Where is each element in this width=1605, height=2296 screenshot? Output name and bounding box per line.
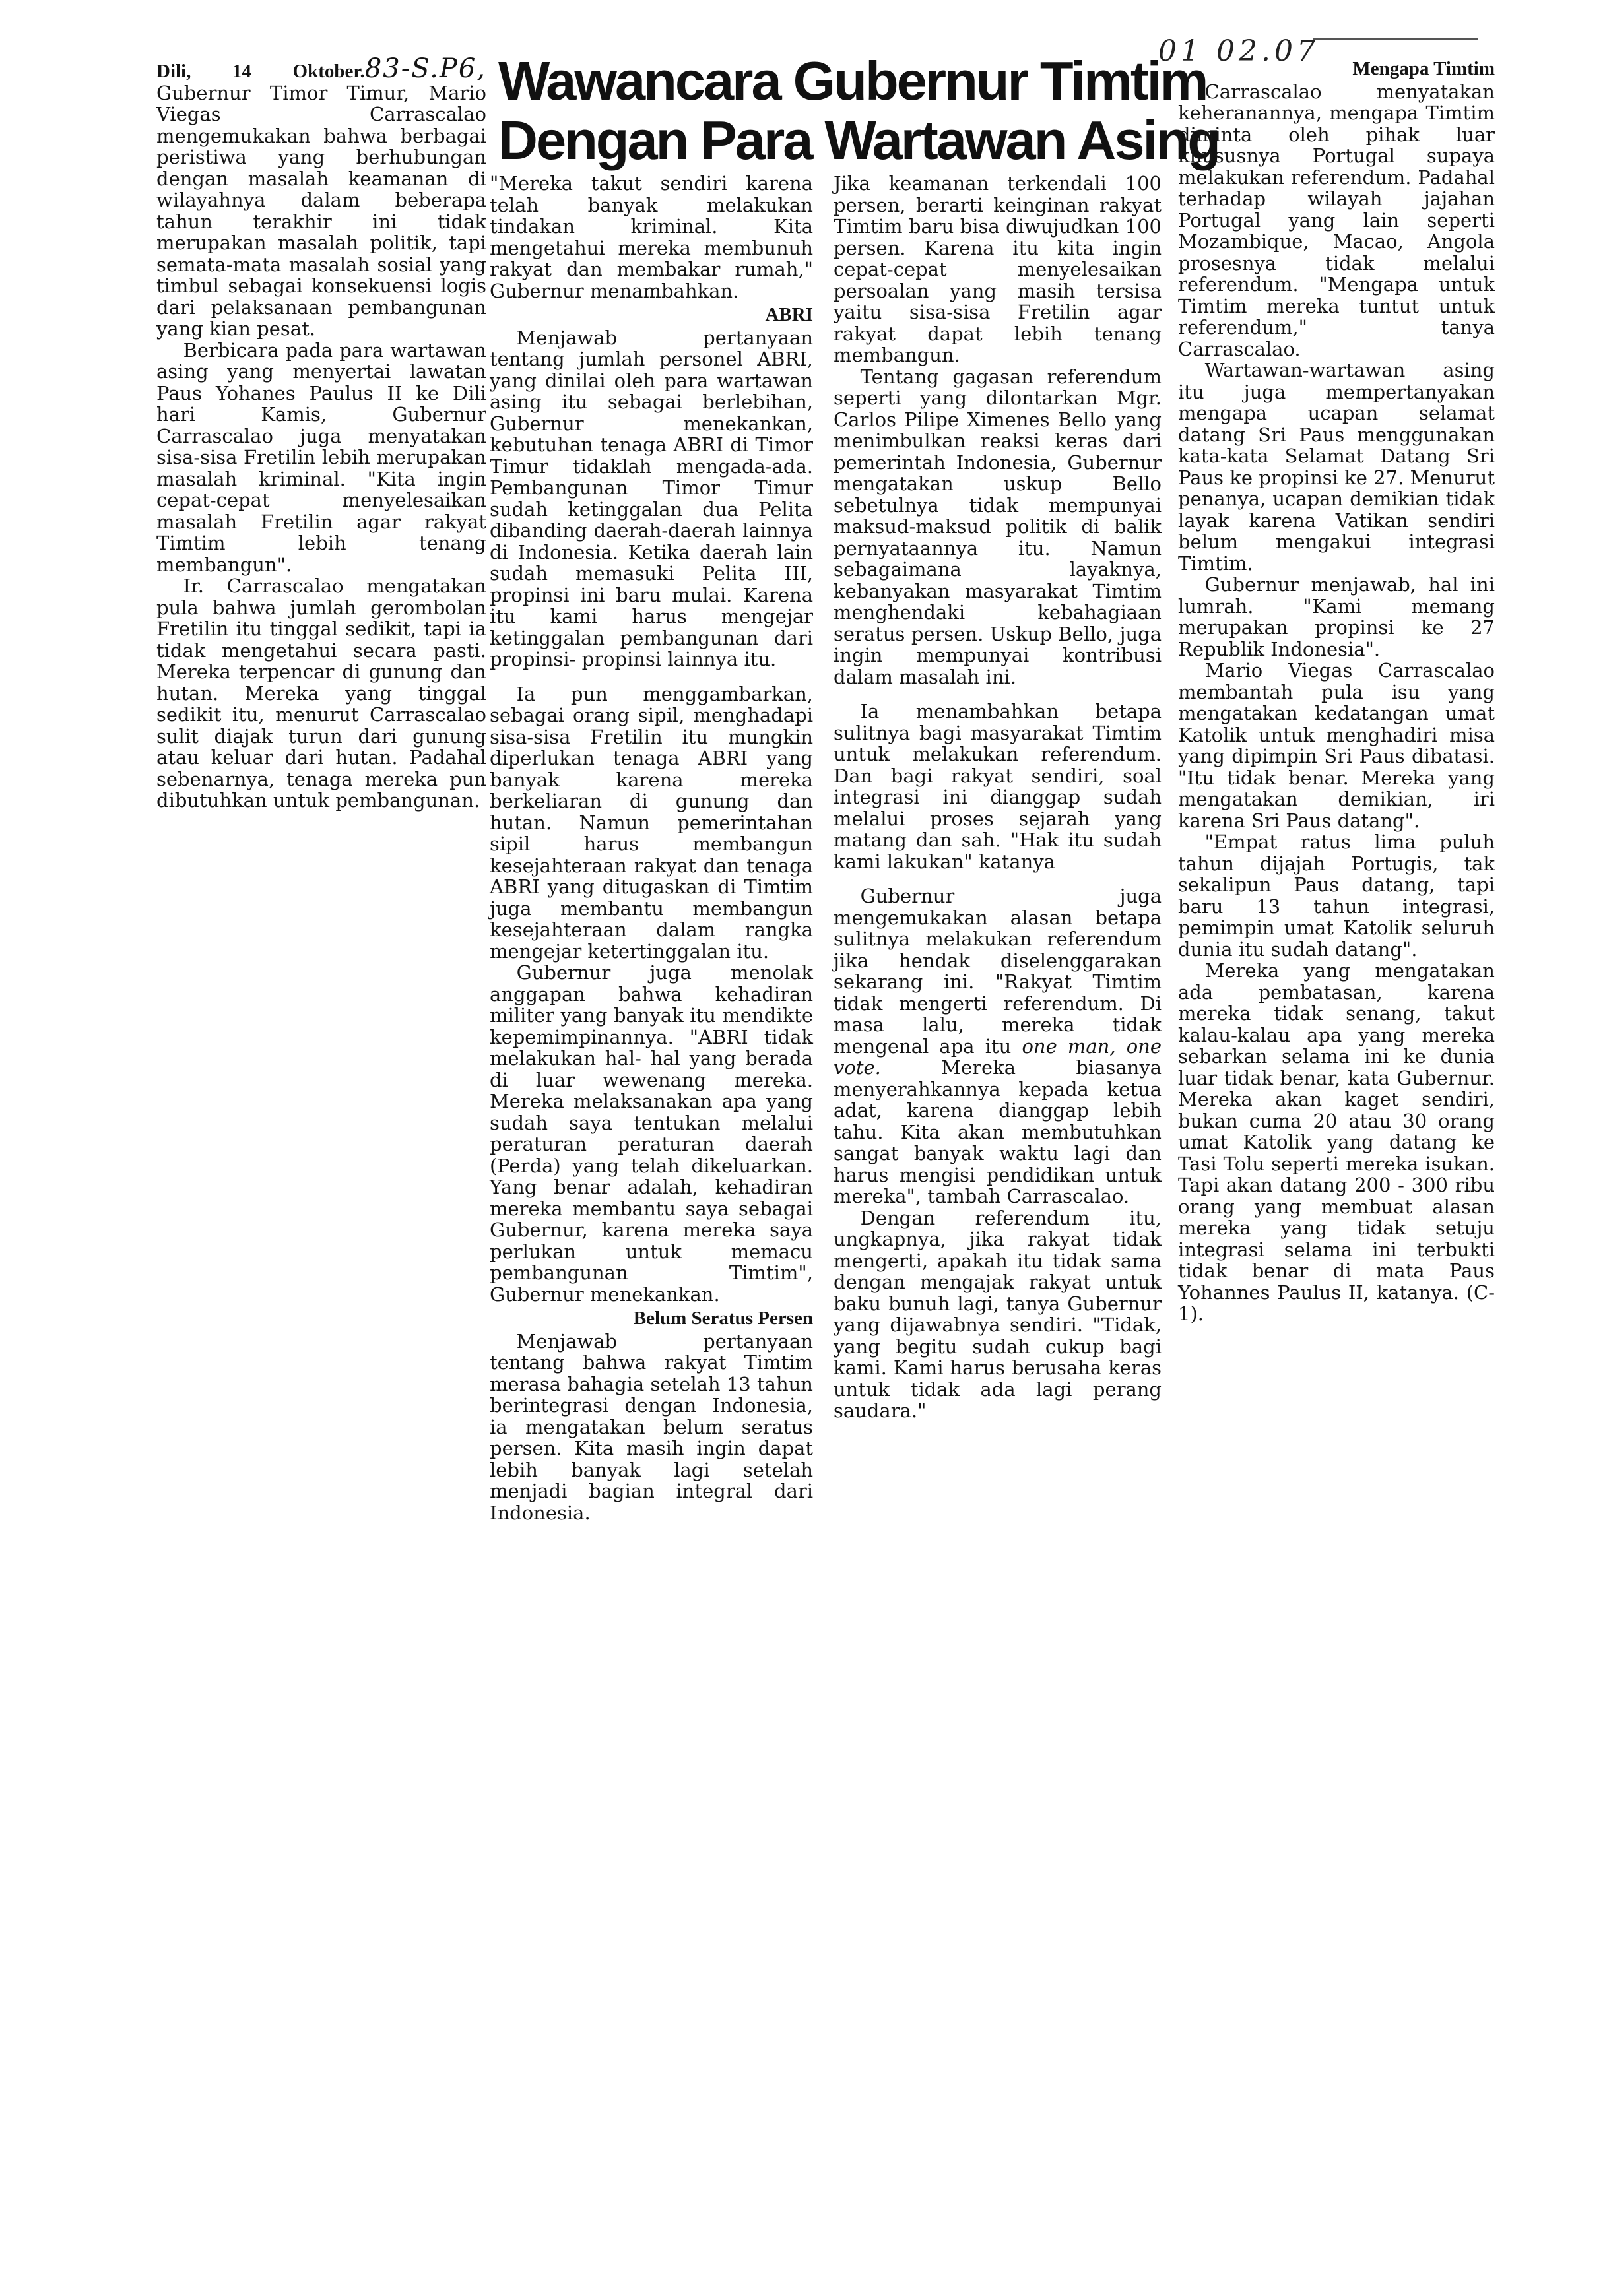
paragraph: Berbicara pada para wartawan asing yang menyertai lawatan Paus Yohanes Paulus II ke Dili hari Kamis, Gubernur Carrascalao juga menyatakan sisa-sisa Fretilin lebih merupakan masalah kriminal. "Kita ingin cepat-cepat menyelesaikan masalah Fretilin agar rakyat Timtim lebih tenang membangun". [156,338,486,576]
top-rule [1313,38,1478,40]
column-1 [156,53,486,812]
paragraph: Mario Viegas Carrascalao membantah pula isu yang mengatakan kedatangan umat Katolik untuk menghadiri misa yang dipimpin Sri Paus dibatasi. "Itu tidak benar. Mereka yang mengatakan demikian, iri karena Sri Paus datang". [1178,659,1495,832]
paragraph: "Mereka takut sendiri karena telah banyak melakukan tindakan kriminal. Kita mengetahui mereka membunuh rakyat dan membakar rumah," Gubernur menambahkan. [490,172,813,302]
paragraph: Jika keamanan terkendali 100 persen, berarti keinginan rakyat Timtim baru bisa diwujudkan 100 persen. Karena itu kita ingin cepat-cepat menyelesaikan persoalan yang masih tersisa yaitu sisa-sisa Fretilin agar rakyat dapat lebih tenang membangun. [834,172,1162,366]
paragraph: Mereka yang mengatakan ada pembatasan, karena mereka tidak senang, takut kalau-kalau apa yang mereka sebarkan selama ini ke dunia luar tidak benar, kata Gubernur. Mereka akan kaget sendiri, bukan cuma 20 atau 30 orang umat Katolik yang datang ke Tasi Tolu seperti mereka isukan. Tapi akan datang 200 - 300 ribu orang yang membuat alasan mereka yang tidak setuju integrasi selama ini terbukti tidak benar di mata Paus Yohannes Paulus II, katanya. (C-1). [1178,959,1495,1325]
paragraph [834,885,1162,1207]
paragraph: Dengan referendum itu, ungkapnya, jika rakyat tidak mengerti, apakah itu tidak sama dengan mengajak rakyat untuk baku bunuh lagi, tanya Gubernur yang dijawabnya sendiri. "Tidak, yang begitu sudah cukup bagi kami. Kami harus berusaha keras untuk tidak ada lagi perang saudara." [834,1206,1162,1422]
paragraph: Wartawan-wartawan asing itu juga mempertanyakan mengapa ucapan selamat datang Sri Paus menggunakan kata-kata Selamat Datang Sri Paus ke propinsi ke 27. Menurut penanya, ucapan demikian tidak layak karena Vatikan sendiri belum mengakui integrasi Timtim. [1178,359,1495,575]
spacer [490,670,813,684]
paragraph: "Empat ratus lima puluh tahun dijajah Portugis, tak sekalipun Paus datang, tapi baru 13 tahun integrasi, pemimpin umat Katolik seluruh dunia itu sudah datang". [1178,831,1495,961]
paragraph: Ia menambahkan betapa sulitnya bagi masyarakat Timtim untuk melakukan referendum. Dan bagi rakyat sendiri, soal integrasi ini dianggap sudah melalui proses sejarah yang matang dan sah. "Hak itu sudah kami lakukan" katanya [834,700,1162,873]
spacer [834,872,1162,885]
paragraph-text: Gubernur juga mengemukakan alasan betapa sulitnya melakukan referendum jika hendak diselenggarakan sekarang ini. "Rakyat Timtim tidak mengerti referendum. Di masa lalu, mereka tidak mengenal apa itu [834,885,1162,1058]
column-3 [834,173,1162,1422]
paragraph: Gubernur menjawab, hal ini lumrah. "Kami memang merupakan propinsi ke 27 Republik Indonesia". [1178,573,1495,660]
lead-paragraph [156,53,486,340]
paragraph: Menjawab pertanyaan tentang bahwa rakyat Timtim merasa bahagia setelah 13 tahun berintegrasi dengan Indonesia, ia mengatakan belum seratus persen. Kita masih ingin dapat lebih banyak lagi setelah menjadi bagian integral dari Indonesia. [490,1329,813,1524]
paragraph: Gubernur juga menolak anggapan bahwa kehadiran militer yang banyak itu mendikte kepemimpinannya. "ABRI tidak melakukan hal- hal yang berada di luar wewenang mereka. Mereka melaksanakan apa yang sudah saya tentukan melalui peraturan peraturan daerah (Perda) yang telah dikeluarkan. Yang benar adalah, kehadiran mereka membantu saya sebagai Gubernur, karena mereka saya perlukan untuk memacu pembangunan Timtim", Gubernur menekankan. [490,961,813,1306]
headline-line-2: Dengan Para Wartawan Asing [498,110,1219,171]
dateline: Dili, 14 Oktober. [156,61,365,82]
paragraph: Ir. Carrascalao mengatakan pula bahwa jumlah gerombolan Fretilin itu tinggal sedikit, tapi ia tidak mengetahui secara pasti. Mereka terpencar di gunung dan hutan. Mereka yang tinggal sedikit itu, menurut Carrascalao sulit diajak turun dari gunung atau keluar dari hutan. Padahal sebenarnya, tenaga mereka pun dibutuhkan untuk pembangunan. [156,575,486,812]
handwritten-date-note: 01 02.07 [1158,34,1319,68]
spacer [834,687,1162,701]
subhead-abri: ABRI [765,304,813,325]
lead-text: Gubernur Timor Timur, Mario Viegas Carrascalao mengemukakan bahwa berbagai peristiwa yang berhubungan dengan masalah keamanan di wilayahnya dalam beberapa tahun terakhir ini tidak merupakan masalah politik, tapi semata-mata masalah sosial yang timbul sebagai konsekuensi logis dari pelaksanaan pembangunan yang kian pesat. [156,81,486,340]
paragraph: Tentang gagasan referendum seperti yang dilontarkan Mgr. Carlos Pilipe Ximenes Bello yang menimbulkan reaksi keras dari pemerintah Indonesia, Gubernur mengatakan uskup Bello sebetulnya tidak mempunyai maksud-maksud politik di balik pernyataannya itu. Namun sebagaimana layaknya, kebanyakan masyarakat Timtim menghendaki kebahagiaan seratus persen. Uskup Bello, juga ingin mempunyai kontribusi dalam masalah ini. [834,365,1162,688]
emphasis-text: one man, one vote. [834,1035,1162,1079]
article-headline [498,50,1219,171]
column-2 [490,173,813,1523]
paragraph: Carrascalao menyatakan keheranannya, mengapa Timtim diminta oleh pihak luar khususnya Portugal supaya melakukan referendum. Padahal terhadap wilayah jajahan Portugal yang lain seperti Mozambique, Macao, Angola prosesnya tidak melalui referendum. "Mengapa untuk Timtim mereka tuntut untuk referendum," tanya Carrascalao. [1178,80,1495,360]
headline-line-1: Wawancara Gubernur Timtim [498,50,1207,112]
paragraph: Menjawab pertanyaan tentang jumlah personel ABRI, yang dinilai oleh para wartawan asing itu sebagai berlebihan, Gubernur menekankan, kebutuhan tenaga ABRI di Timor Timur tidaklah mengada-ada. Pembangunan Timor Timur sudah ketinggalan dua Pelita dibanding daerah-daerah lainnya di Indonesia. Ketika daerah lain sudah memasuki Pelita III, propinsi ini baru mulai. Karena itu kami harus mengejar ketinggalan pembangunan dari propinsi- propinsi lainnya itu. [490,326,813,670]
subhead-mengapa-timtim: Mengapa Timtim [1352,58,1495,79]
column-4 [1178,55,1495,1325]
paragraph-text: Mereka biasanya menyerahkannya kepada ketua adat, karena dianggap lebih tahu. Kita akan membutuhkan sangat banyak waktu lagi dan harus mengisi pendidikan untuk mereka", tambah Carrascalao. [834,1056,1162,1207]
paragraph: Ia pun menggambarkan, sebagai orang sipil, menghadapi sisa-sisa Fretilin itu mungkin diperlukan tenaga ABRI yang banyak karena mereka berkeliaran di gunung dan hutan. Namun pemerintahan sipil harus membangun kesejahteraan rakyat dan tenaga ABRI yang ditugaskan di Timtim juga membantu membangun kesejahteraan dalam rangka mengejar ketertinggalan itu. [490,682,813,963]
handwritten-code: 83-S.P6, [364,53,486,84]
subhead-belum-seratus-persen: Belum Seratus Persen [633,1308,813,1329]
